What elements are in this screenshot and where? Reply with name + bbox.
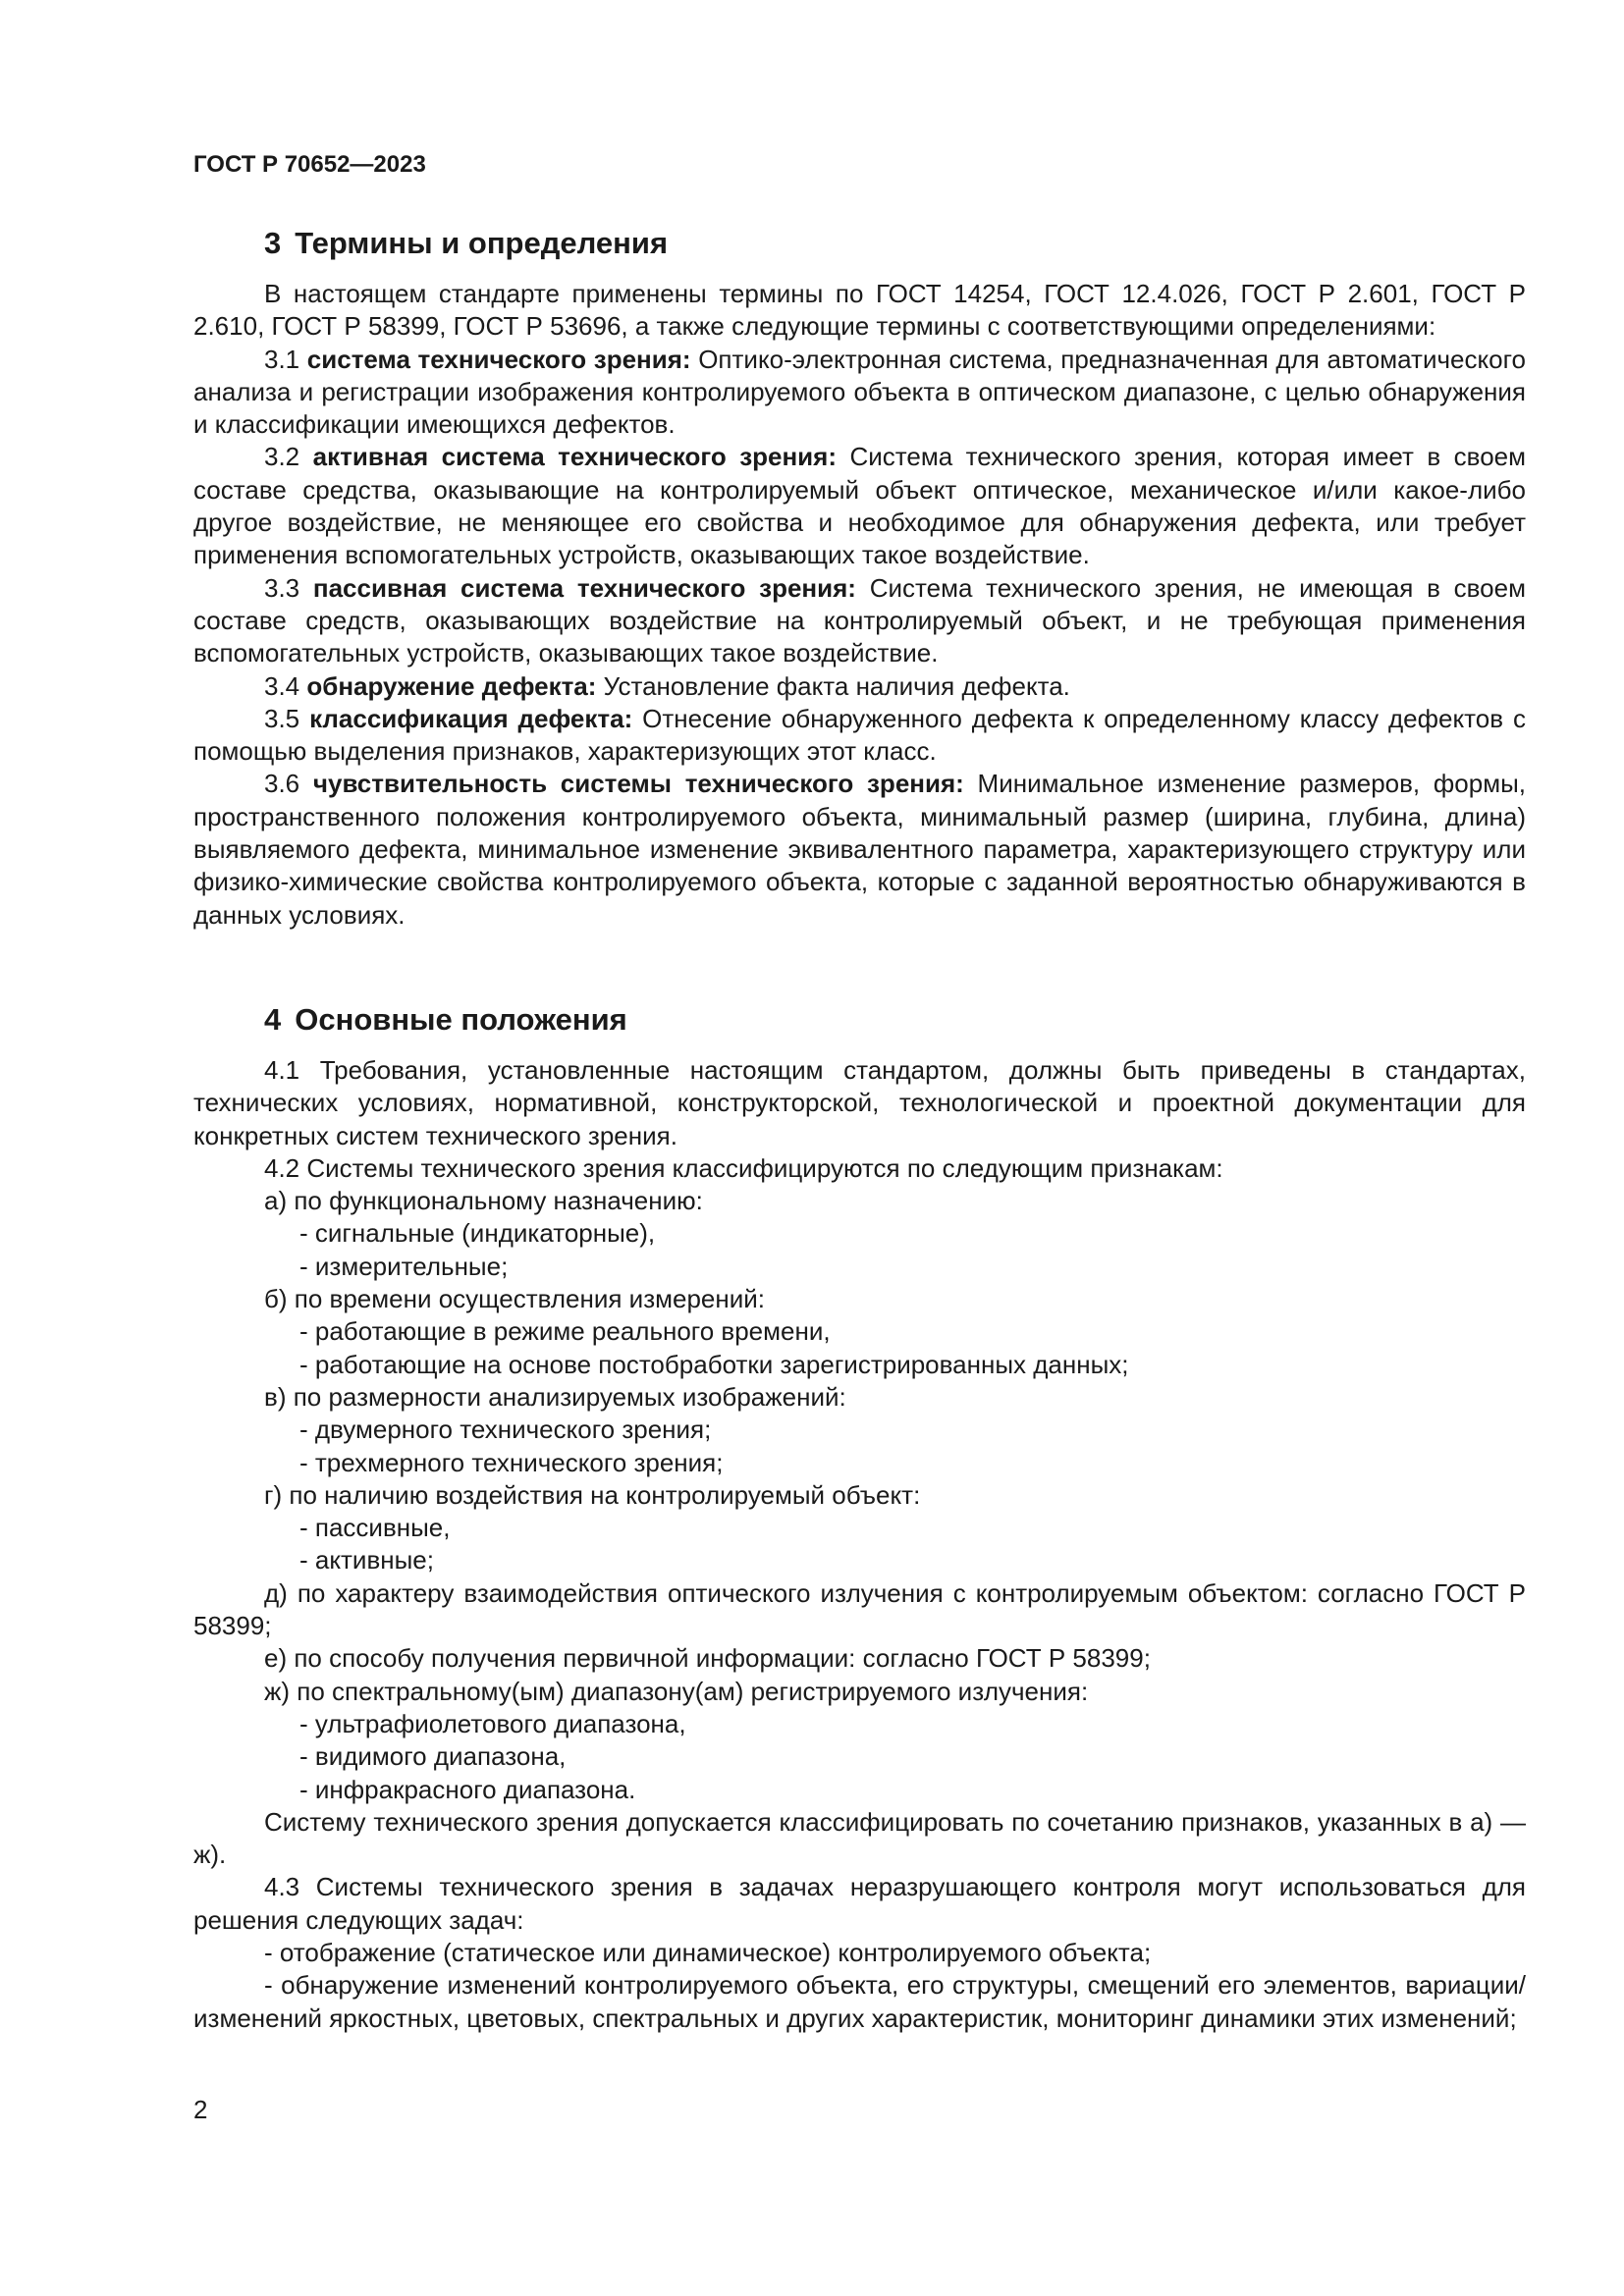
- list-item-a: а) по функциональному назначению:: [264, 1186, 703, 1216]
- list-subitem: - пассивные,: [299, 1513, 451, 1543]
- page-number: 2: [193, 2095, 208, 2124]
- section-3-title: Термины и определения: [295, 226, 669, 260]
- term-title: чувствительность системы технического зрения:: [312, 769, 964, 799]
- section-4: [193, 1000, 1526, 2035]
- term-definition: Система технического зрения, не имеющая в своем составе средств, оказывающих воздействие на контролируемый объект, и не требующая применения вспомогательных устройств, оказывающих такое воздействие.: [193, 572, 1526, 668]
- section-3-intro: В настоящем стандарте применены термины по ГОСТ 14254, ГОСТ 12.4.026, ГОСТ Р 2.601, ГОСТ Р 2.610, ГОСТ Р 58399, ГОСТ Р 53696, а также следующие термины с соответствующими определениями:: [193, 279, 1526, 342]
- section-3: [193, 224, 1526, 932]
- list-item-v: в) по размерности анализируемых изображений:: [264, 1381, 846, 1412]
- clause-4-3: 4.3 Системы технического зрения в задачах неразрушающего контроля могут использоваться для решения следующих задач:: [193, 1872, 1526, 1935]
- term-3-2: [193, 441, 1526, 571]
- list-subitem: - работающие в режиме реального времени,: [299, 1316, 831, 1347]
- section-3-heading: [264, 224, 1526, 263]
- term-definition: Оптико-электронная система, предназначенная для автоматического анализа и регистрации изображения контролируемого объекта в оптическом диапазоне, с целью обнаружения и классификации имеющихся дефектов.: [193, 344, 1526, 440]
- term-3-6: [193, 768, 1526, 931]
- list-item-b: б) по времени осуществления измерений:: [264, 1284, 765, 1314]
- term-number: 3.2: [264, 442, 300, 472]
- term-number: 3.4: [264, 670, 300, 701]
- section-4-heading: [264, 1000, 1526, 1040]
- list-item-e: е) по способу получения первичной информации: согласно ГОСТ Р 58399;: [264, 1643, 1151, 1674]
- term-3-5: [193, 703, 1526, 769]
- clause-4-2: 4.2 Системы технического зрения классифицируются по следующим признакам:: [264, 1152, 1223, 1183]
- list-subitem: - работающие на основе постобработки зарегистрированных данных;: [299, 1349, 1129, 1379]
- list-subitem: - видимого диапазона,: [299, 1741, 567, 1772]
- term-3-1: [193, 344, 1526, 442]
- task-item: - отображение (статическое или динамическое) контролируемого объекта;: [264, 1938, 1152, 1968]
- list-item-zh: ж) по спектральному(ым) диапазону(ам) регистрируемого излучения:: [264, 1676, 1089, 1706]
- list-subitem: - трехмерного технического зрения;: [299, 1447, 724, 1477]
- section-4-number: 4: [264, 1002, 282, 1037]
- section-3-number: 3: [264, 226, 282, 260]
- term-3-4: [193, 670, 1526, 703]
- term-definition: Минимальное изменение размеров, формы, пространственного положения контролируемого объекта, минимальный размер (ширина, глубина, длина) выявляемого дефекта, минимальное изменение эквивалентного параметра, характеризующего структуру или физико-химические свойства контролируемого объекта, которые с заданной вероятностью обнаруживаются в данных условиях.: [193, 769, 1526, 930]
- term-definition: Отнесение обнаруженного дефекта к определенному классу дефектов с помощью выделения признаков, характеризующих этот класс.: [193, 703, 1526, 767]
- list-subitem: - активные;: [299, 1545, 434, 1575]
- clause-4-1: 4.1 Требования, установленные настоящим стандартом, должны быть приведены в стандартах, технических условиях, нормативной, конструкторской, технологической и проектной документации для конкретных систем технического зрения.: [193, 1055, 1526, 1150]
- list-subitem: - сигнальные (индикаторные),: [299, 1218, 656, 1249]
- term-definition: Установление факта наличия дефекта.: [603, 670, 1070, 701]
- term-title: активная система технического зрения:: [312, 442, 837, 472]
- section-4-title: Основные положения: [295, 1002, 627, 1037]
- task-item: - обнаружение изменений контролируемого объекта, его структуры, смещений его элементов, вариации/изменений яркостных, цветовых, спектральных и других характеристик, мониторинг динамики этих изменений;: [193, 1970, 1526, 2033]
- list-item-d: д) по характеру взаимодействия оптического излучения с контролируемым объектом: согласно ГОСТ Р 58399;: [193, 1577, 1526, 1641]
- term-title: обнаружение дефекта:: [306, 670, 597, 701]
- term-title: пассивная система технического зрения:: [312, 572, 856, 603]
- term-number: 3.6: [264, 769, 300, 799]
- list-subitem: - инфракрасного диапазона.: [299, 1774, 636, 1804]
- term-title: классификация дефекта:: [309, 703, 633, 733]
- term-3-3: [193, 572, 1526, 670]
- combination-note: Систему технического зрения допускается классифицировать по сочетанию признаков, указанных в а) — ж).: [193, 1806, 1526, 1870]
- list-subitem: - двумерного технического зрения;: [299, 1415, 712, 1445]
- list-subitem: - ультрафиолетового диапазона,: [299, 1708, 686, 1738]
- term-number: 3.5: [264, 703, 300, 733]
- term-title: система технического зрения:: [306, 344, 691, 374]
- running-head: ГОСТ Р 70652—2023: [193, 151, 426, 178]
- document-page: [193, 0, 1526, 2296]
- list-subitem: - измерительные;: [299, 1251, 509, 1281]
- term-definition: Система технического зрения, которая имеет в своем составе средства, оказывающие на контролируемый объект оптическое, механическое и/или какое-либо другое воздействие, не меняющее его свойства и необходимое для обнаружения дефекта, или требует применения вспомогательных устройств, оказывающих такое воздействие.: [193, 442, 1526, 570]
- term-number: 3.1: [264, 344, 300, 374]
- list-item-g: г) по наличию воздействия на контролируемый объект:: [264, 1479, 921, 1510]
- term-number: 3.3: [264, 572, 300, 603]
